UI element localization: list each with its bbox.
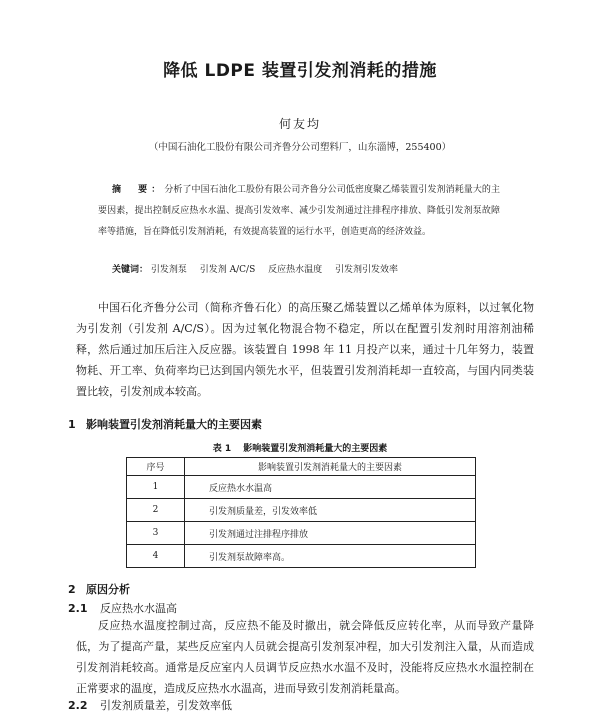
section-title: 原因分析 <box>86 583 130 596</box>
keyword: 引发剂泵 <box>150 265 187 275</box>
table-cell: 引发剂通过注排程序排放 <box>185 522 476 545</box>
keyword: 引发剂 A/C/S <box>199 265 256 275</box>
section-number: 2 <box>68 583 76 596</box>
keyword: 反应热水温度 <box>268 265 323 275</box>
paper-title: 降低 LDPE 装置引发剂消耗的措施 <box>163 61 437 81</box>
section-2-heading <box>68 581 130 597</box>
table-cell: 引发剂泵故障率高。 <box>185 545 476 568</box>
table-cell: 4 <box>127 545 185 568</box>
table-cell: 反应热水水温高 <box>185 476 476 499</box>
section-2-1-heading <box>68 600 177 616</box>
keyword: 引发剂引发效率 <box>335 265 399 275</box>
section-2-2-heading <box>68 697 232 713</box>
keywords-label: 关键词： <box>112 265 149 275</box>
abstract <box>98 180 500 243</box>
table-cell: 2 <box>127 499 185 522</box>
table-1 <box>126 457 476 568</box>
intro-paragraph: 中国石化齐鲁分公司（简称齐鲁石化）的高压聚乙烯装置以乙烯单体为原料，以过氧化物为引发剂（引发剂 A/C/S）。因为过氧化物混合物不稳定，所以在配置引发剂时用溶剂油稀释，然后通过加压后注入反应器。该装置自 1998 年 11 月投产以来，通过十几年努力，装置物耗、开工率、负荷率均已达到国内领先水平，但装置引发剂消耗却一直较高，与国内同类装置比较，引发剂成本较高。 <box>76 301 534 398</box>
table-caption-text: 影响装置引发剂消耗量大的主要因素 <box>243 444 388 454</box>
table-row <box>127 476 476 499</box>
section-1-heading <box>68 416 262 432</box>
table-header-row <box>127 458 476 476</box>
section-2-1-paragraph: 反应热水温度控制过高，反应热不能及时撤出，就会降低反应转化率，从而导致产量降低，为了提高产量，某些反应室内人员就会提高引发剂泵冲程，加大引发剂注入量，从而造成引发剂消耗较高。通常是反应室内人员调节反应热水水温不及时，没能将反应热水水温控制在正常要求的温度，造成反应热水水温高，进而导致引发剂消耗量高。 <box>76 619 534 695</box>
section-number: 1 <box>68 418 76 431</box>
abstract-label: 摘 要： <box>112 185 165 195</box>
subsection-title: 反应热水水温高 <box>100 602 177 615</box>
table-header-cell: 序号 <box>127 458 185 476</box>
table-cell: 3 <box>127 522 185 545</box>
table-row <box>127 545 476 568</box>
table-1-caption <box>0 441 600 454</box>
table-row <box>127 522 476 545</box>
table-cell: 引发剂质量差，引发效率低 <box>185 499 476 522</box>
subsection-title: 引发剂质量差，引发效率低 <box>100 699 232 712</box>
section-title: 影响装置引发剂消耗量大的主要因素 <box>86 418 262 431</box>
subsection-number: 2.2 <box>68 699 88 712</box>
abstract-text: 分析了中国石油化工股份有限公司齐鲁分公司低密度聚乙烯装置引发剂消耗量大的主要因素，提出控制反应热水水温、提高引发效率、减少引发剂通过注排程序排放、降低引发剂泵故障率等措施，旨在降低引发剂消耗，有效提高装置的运行水平，创造更高的经济效益。 <box>98 185 500 237</box>
table-number: 表 1 <box>212 444 232 454</box>
subsection-number: 2.1 <box>68 602 88 615</box>
author-affiliation: （中国石油化工股份有限公司齐鲁分公司塑料厂，山东淄博，255400） <box>148 142 452 153</box>
table-row <box>127 499 476 522</box>
table-cell: 1 <box>127 476 185 499</box>
keywords <box>112 262 500 275</box>
table-header-cell: 影响装置引发剂消耗量大的主要因素 <box>185 458 476 476</box>
author-name: 何友均 <box>278 117 321 131</box>
